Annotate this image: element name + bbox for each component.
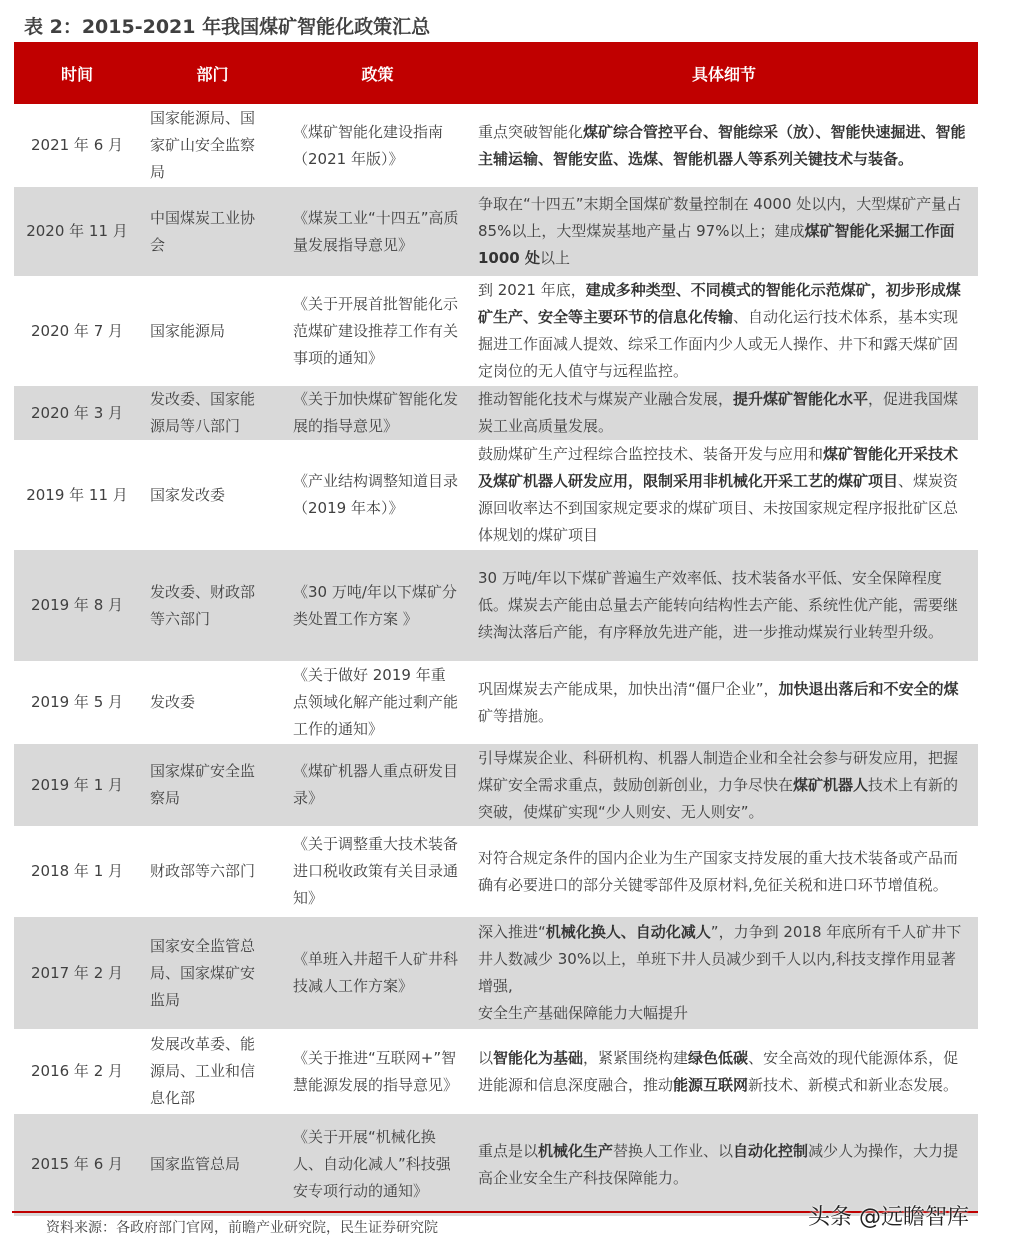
cell-detail (470, 386, 978, 441)
detail-text: 到 2021 年底， (478, 281, 586, 299)
cell-dept: 中国煤炭工业协会 (140, 187, 285, 277)
cell-policy: 《关于加快煤矿智能化发展的指导意见》 (285, 386, 470, 441)
detail-bold-text: 煤矿综合管控平台、智能综采（放）、智能快速掘进、智能主辅运输、智能安监、选煤、智能机器人等系列关键技术与装备。 (478, 122, 966, 168)
cell-dept: 国家煤矿安全监察局 (140, 744, 285, 827)
detail-text: 30 万吨/年以下煤矿普遍生产效率低、技术装备水平低、安全保障程度低。煤炭去产能由总量去产能转向结构性去产能、系统性优产能，需要继续淘汰落后产能，有序释放先进产能，进一步推动煤炭行业转型升级。 (478, 569, 959, 641)
cell-policy: 《关于开展首批智能化示范煤矿建设推荐工作有关事项的通知》 (285, 277, 470, 386)
table-header (14, 42, 978, 105)
detail-bold-text: 加快退出落后和不安全的煤 (778, 679, 959, 698)
cell-policy: 《关于开展“机械化换人、自动化减人”科技强安专项行动的通知》 (285, 1114, 470, 1216)
detail-text: 重点突破智能化 (478, 122, 584, 141)
table-row (14, 827, 978, 917)
detail-text: 、安全高效的现代能源体系，促进能源和信息深度融合，推动 (478, 1048, 959, 1094)
header-policy: 政策 (285, 42, 470, 105)
table-row (14, 744, 978, 827)
table-row (14, 386, 978, 441)
detail-text: ，促进我国煤炭工业高质量发展。 (478, 390, 959, 435)
detail-bold-text: 能源互联网 (673, 1075, 749, 1094)
cell-dept: 发展改革委、能源局、工业和信息化部 (140, 1030, 285, 1114)
cell-detail (470, 662, 978, 744)
detail-text: 争取在“十四五”末期全国煤矿数量控制在 4000 处以内，大型煤矿产量占 85%以上，大型煤炭基地产量占 97%以上；建成 (478, 195, 962, 240)
cell-dept: 国家监管总局 (140, 1114, 285, 1216)
cell-policy: 《煤矿智能化建设指南（2021 年版）》 (285, 105, 470, 187)
cell-detail (470, 277, 978, 386)
cell-time: 2019 年 1 月 (14, 744, 140, 827)
detail-text: 鼓励煤矿生产过程综合监控技术、装备开发与应用和 (478, 445, 824, 463)
cell-dept: 财政部等六部门 (140, 827, 285, 917)
cell-dept: 国家能源局、国家矿山安全监察局 (140, 105, 285, 187)
cell-dept: 发改委、国家能源局等八部门 (140, 386, 285, 441)
detail-text: 、自动化运行技术体系，基本实现掘进工作面减人提效、综采工作面内少人或无人操作、井下和露天煤矿固定岗位的无人值守与远程监控。 (478, 308, 959, 380)
detail-text: 重点是以 (478, 1141, 539, 1160)
cell-dept: 国家能源局 (140, 277, 285, 386)
cell-dept: 国家安全监管总局、国家煤矿安监局 (140, 917, 285, 1030)
detail-bold-text: 建成多种类型、不同模式的智能化示范煤矿，初步形成煤矿生产、安全等主要环节的信息化传输 (478, 281, 961, 326)
cell-policy: 《煤矿机器人重点研发目录》 (285, 744, 470, 827)
cell-policy: 《产业结构调整知道目录（2019 年本）》 (285, 441, 470, 550)
cell-dept: 国家发改委 (140, 441, 285, 550)
table-row (14, 105, 978, 187)
cell-time: 2019 年 5 月 (14, 662, 140, 744)
detail-bold-text: 机械化生产 (538, 1141, 614, 1160)
detail-text: 减少人为操作，大力提高企业安全生产科技保障能力。 (478, 1141, 959, 1187)
detail-text: 以 (478, 1048, 494, 1067)
policy-table (14, 42, 978, 1216)
detail-bold-text: 绿色低碳 (688, 1048, 749, 1067)
cell-policy: 《关于调整重大技术装备进口税收政策有关目录通知》 (285, 827, 470, 917)
detail-text: 引导煤炭企业、科研机构、机器人制造企业和全社会参与研发应用，把握煤矿安全需求重点，鼓励创新创业，力争尽快在 (478, 748, 959, 794)
detail-bold-text: 煤矿智能化采掘工作面 1000 处 (478, 222, 955, 267)
cell-detail (470, 1030, 978, 1114)
detail-text: ，紧紧围绕构建 (583, 1048, 689, 1067)
source-note: 资料来源：各政府部门官网，前瞻产业研究院，民生证券研究院 (46, 1220, 438, 1236)
cell-time: 2021 年 6 月 (14, 105, 140, 187)
cell-time: 2020 年 11 月 (14, 187, 140, 277)
detail-bold-text: 机械化换人、自动化减人 (545, 923, 711, 941)
cell-time: 2019 年 8 月 (14, 550, 140, 662)
cell-policy: 《关于推进“互联网+”智慧能源发展的指导意见》 (285, 1030, 470, 1114)
table-row (14, 917, 978, 1030)
detail-text: 替换人工作业、以 (613, 1141, 734, 1160)
cell-detail (470, 550, 978, 662)
cell-time: 2018 年 1 月 (14, 827, 140, 917)
table-row (14, 441, 978, 550)
detail-bold-text: 煤矿机器人 (793, 775, 869, 794)
watermark: 头条 @远瞻智库 (808, 1205, 969, 1230)
detail-text: 对符合规定条件的国内企业为生产国家支持发展的重大技术装备或产品而确有必要进口的部分关键零部件及原材料,免征关税和进口环节增值税。 (478, 848, 959, 894)
detail-bold-text: 智能化为基础 (493, 1048, 584, 1067)
cell-policy: 《30 万吨/年以下煤矿分类处置工作方案 》 (285, 550, 470, 662)
cell-detail (470, 744, 978, 827)
table-row (14, 662, 978, 744)
cell-policy: 《关于做好 2019 年重点领域化解产能过剩产能工作的通知》 (285, 662, 470, 744)
cell-time: 2017 年 2 月 (14, 917, 140, 1030)
detail-text: 新技术、新模式和新业态发展。 (748, 1075, 959, 1094)
table-row (14, 1030, 978, 1114)
cell-detail (470, 441, 978, 550)
detail-bold-text: 自动化控制 (733, 1141, 809, 1160)
table-row (14, 187, 978, 277)
cell-dept: 发改委、财政部等六部门 (140, 550, 285, 662)
cell-policy: 《单班入井超千人矿井科技减人工作方案》 (285, 917, 470, 1030)
cell-time: 2020 年 7 月 (14, 277, 140, 386)
detail-text: 以上 (539, 249, 570, 267)
cell-detail (470, 187, 978, 277)
table-title: 表 2：2015-2021 年我国煤矿智能化政策汇总 (24, 16, 431, 38)
detail-bold-text: 提升煤矿智能化水平 (733, 390, 869, 408)
cell-policy: 《煤炭工业“十四五”高质量发展指导意见》 (285, 187, 470, 277)
detail-text: 、煤炭资源回收率达不到国家规定要求的煤矿项目、未按国家规定程序报批矿区总体规划的煤矿项目 (478, 472, 959, 544)
detail-text: 推动智能化技术与煤炭产业融合发展， (478, 390, 734, 408)
table-row (14, 550, 978, 662)
header-time: 时间 (14, 42, 140, 105)
cell-dept: 发改委 (140, 662, 285, 744)
header-dept: 部门 (140, 42, 285, 105)
detail-bold-text: 煤矿智能化开采技术及煤矿机器人研发应用，限制采用非机械化开采工艺的煤矿项目 (478, 445, 959, 490)
detail-text: 巩固煤炭去产能成果，加快出清“僵尸企业”， (478, 679, 779, 698)
cell-detail (470, 827, 978, 917)
cell-time: 2015 年 6 月 (14, 1114, 140, 1216)
cell-time: 2019 年 11 月 (14, 441, 140, 550)
cell-time: 2016 年 2 月 (14, 1030, 140, 1114)
detail-text: 矿等措施。 (478, 706, 554, 725)
cell-detail (470, 917, 978, 1030)
detail-text: 深入推进“ (478, 923, 546, 941)
cell-detail (470, 105, 978, 187)
cell-time: 2020 年 3 月 (14, 386, 140, 441)
header-detail: 具体细节 (470, 42, 978, 105)
detail-text: 技术上有新的突破，使煤矿实现“少人则安、无人则安”。 (478, 775, 959, 821)
detail-text: ”，力争到 2018 年底所有千人矿井下井人数减少 30%以上，单班下井人员减少到千人以内,科技支撑作用显著增强, 安全生产基础保障能力大幅提升 (478, 923, 962, 1022)
table-row (14, 277, 978, 386)
